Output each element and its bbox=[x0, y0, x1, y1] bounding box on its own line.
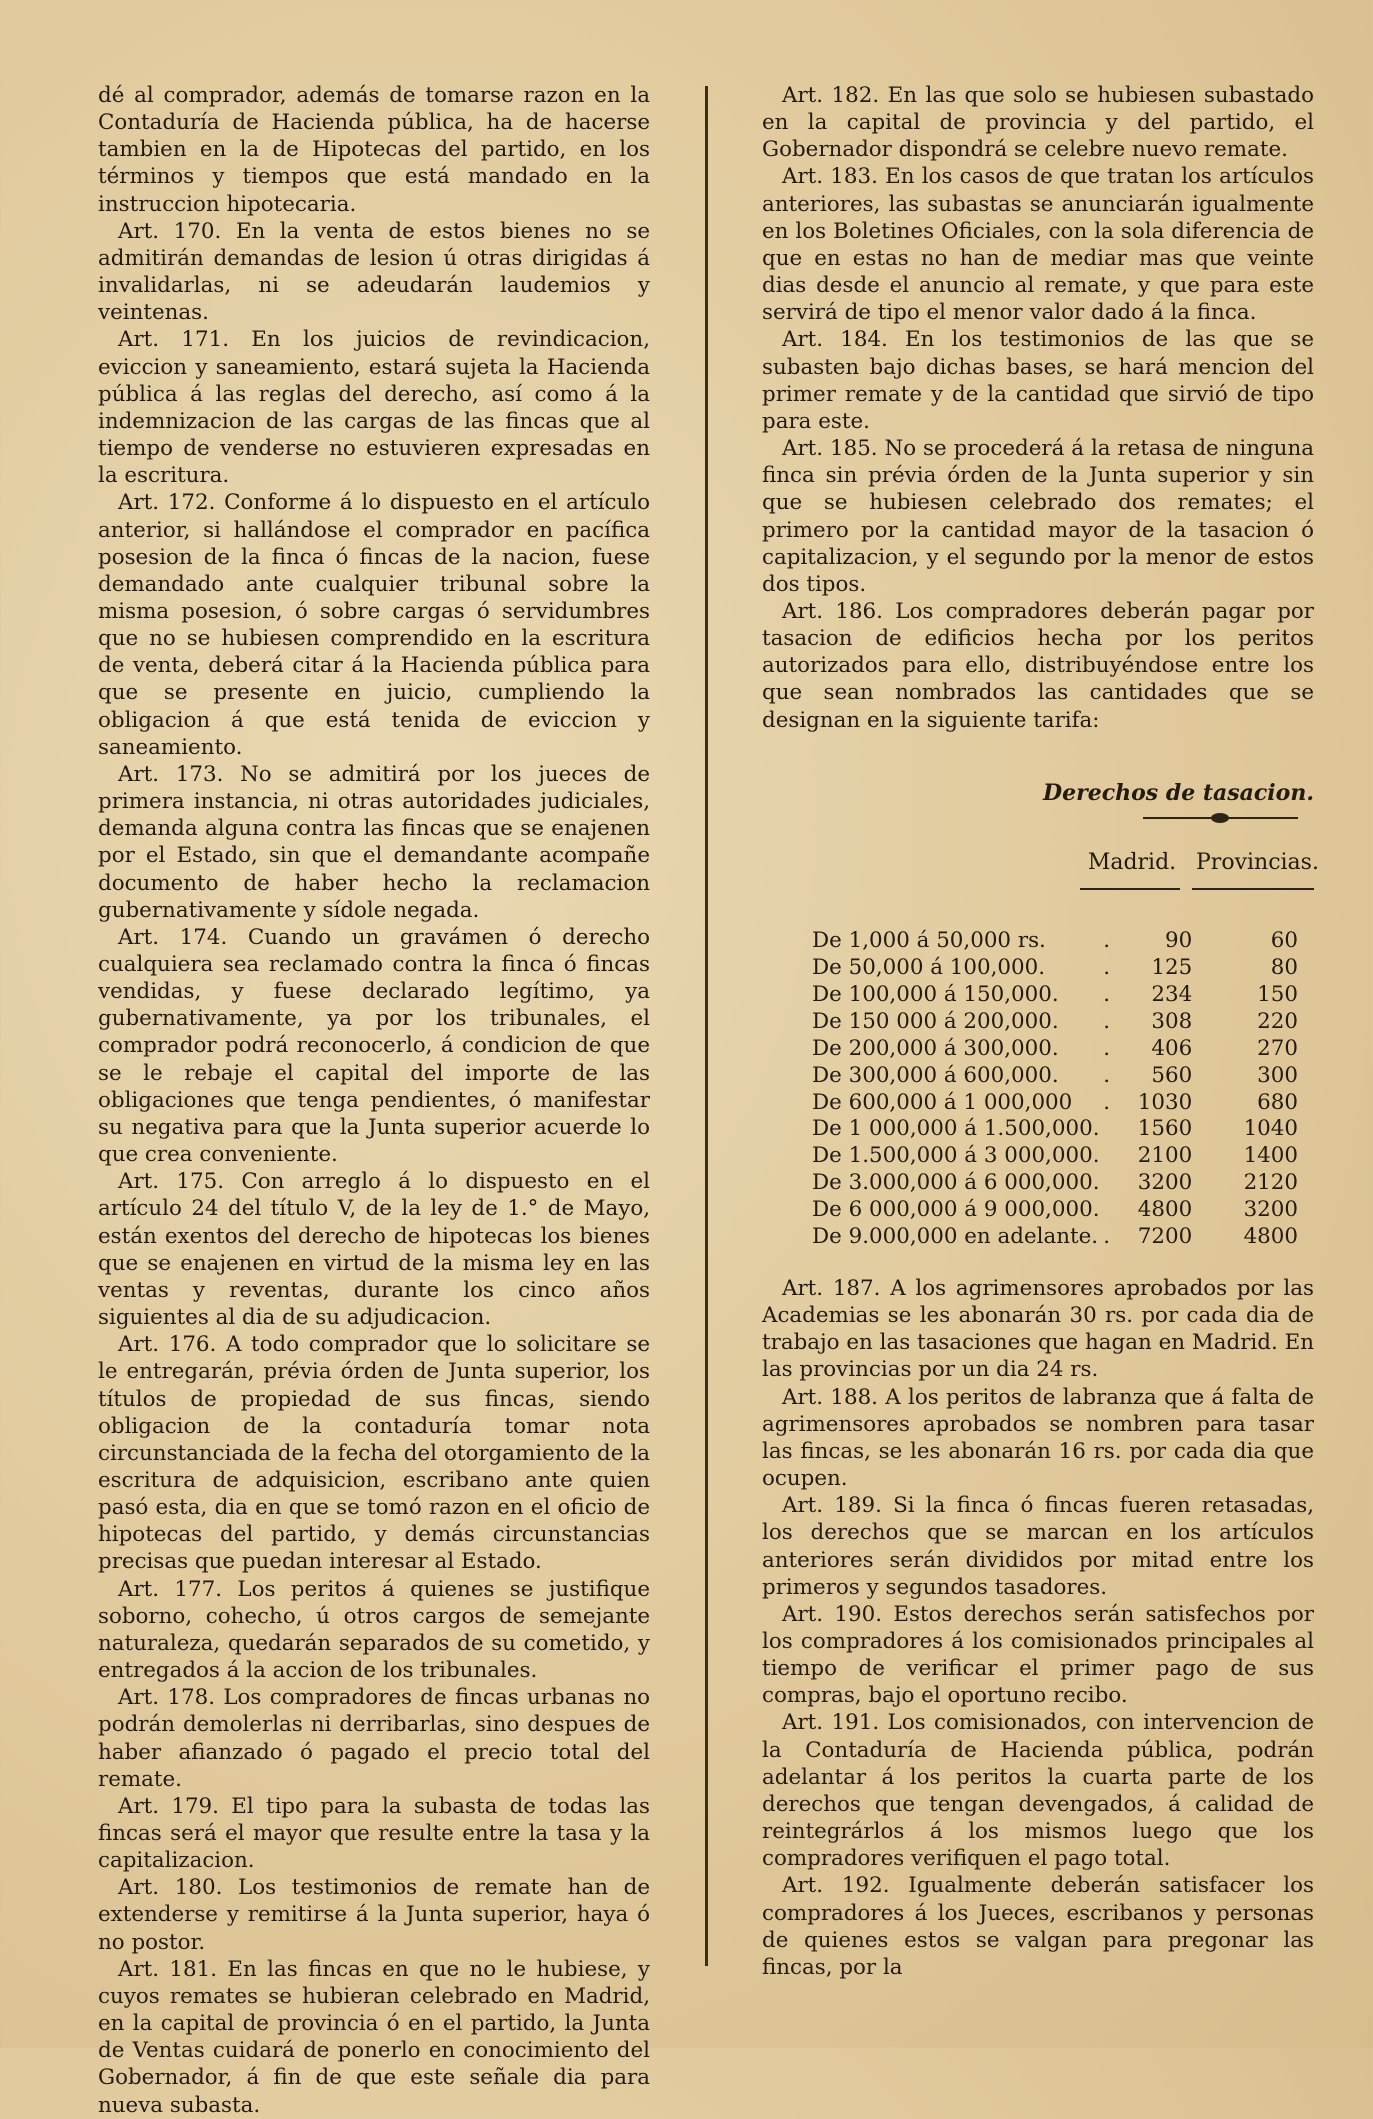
madrid-cell: 1560 bbox=[1137, 1116, 1193, 1142]
paragraph: dé al comprador, además de tomarse razon en la Contaduría de Hacienda pública, ha de hacerse tambien en la de Hipotecas del partido, en los términos y tiempos que está mandado en la instruccion hipotecaria. bbox=[98, 83, 650, 217]
table-row bbox=[812, 982, 1314, 1009]
provincias-cell: 680 bbox=[1257, 1089, 1298, 1115]
dot-leader: . bbox=[1103, 1062, 1111, 1088]
column-header-provincias: Provincias. bbox=[1196, 849, 1319, 875]
tarifa-header bbox=[762, 849, 1319, 876]
article-192: Art. 192. Igualmente deberán satisfacer los compradores á los Jueces, escribanos y personas de quienes estos se valgan para pregonar las fincas, por la bbox=[762, 1873, 1314, 1980]
article-188: Art. 188. A los peritos de labranza que á falta de agrimensores aprobados se nombren para tasar las fincas, se les abonarán 16 rs. por cada dia que ocupen. bbox=[762, 1384, 1314, 1492]
provincias-cell: 4800 bbox=[1243, 1224, 1298, 1250]
article-175: Art. 175. Con arreglo á lo dispuesto en el artículo 24 del título V, de la ley de 1.° de Mayo, están exentos del derecho de hipotecas los bienes que se enajenen en virtud de la misma ley en las ventas y reventas, durante los cinco años siguientes al dia de su adjudicacion. bbox=[98, 1169, 650, 1331]
range-cell: De 1.500,000 á 3 000,000. bbox=[812, 1143, 1100, 1169]
article-173: Art. 173. No se admitirá por los jueces de primera instancia, ni otras autoridades judiciales, demanda alguna contra las fincas que se enajenen por el Estado, sin que el demandante acompañe documento de haber hecho la reclamacion gubernativamente y sídole negada. bbox=[98, 761, 650, 923]
header-rule-provincias bbox=[1192, 888, 1314, 890]
dot-leader bbox=[1100, 1143, 1114, 1170]
header-rules bbox=[762, 888, 1314, 890]
article-191: Art. 191. Los comisionados, con intervencion de la Contaduría de Hacienda pública, podrán adelantar á los peritos la cuarta parte de los derechos que tengan devengados, á calidad de reintegrárlos á los mismos luego que los compradores verifiquen el pago total. bbox=[762, 1710, 1314, 1872]
provincias-cell: 270 bbox=[1257, 1035, 1298, 1061]
table-row bbox=[812, 1116, 1314, 1143]
dot-leader bbox=[1100, 1197, 1114, 1224]
table-row bbox=[812, 1090, 1314, 1117]
range-cell: De 300,000 á 600,000. bbox=[812, 1062, 1059, 1088]
article-184: Art. 184. En los testimonios de las que se subasten bajo dichas bases, se hará mencion del primer remate y de la cantidad que sirvió de tipo para este. bbox=[762, 327, 1314, 434]
range-cell: De 3.000,000 á 6 000,000. bbox=[812, 1170, 1100, 1196]
table-row bbox=[812, 1143, 1314, 1170]
right-column bbox=[762, 82, 1319, 1981]
article-178: Art. 178. Los compradores de fincas urbanas no podrán demolerlas ni derribarlas, sino despues de haber afianzado ó pagado el precio total del remate. bbox=[98, 1685, 650, 1792]
range-cell: De 600,000 á 1 000,000 bbox=[812, 1089, 1073, 1115]
provincias-cell: 220 bbox=[1257, 1008, 1298, 1034]
article-174: Art. 174. Cuando un gravámen ó derecho cualquiera sea reclamado contra la finca ó fincas vendidas, y fuese declarado legítimo, ya gubernativamente, ya por los tribunales, el comprador podrá reconocerlo, á condicion de que se le rebaje el capital del importe de las obligaciones que tenga pendientes, ó manifestar su negativa para que la Junta superior acuerde lo que crea conveniente. bbox=[98, 924, 650, 1168]
provincias-cell: 150 bbox=[1257, 981, 1298, 1007]
table-row bbox=[812, 1224, 1314, 1251]
article-189: Art. 189. Si la finca ó fincas fueren retasadas, los derechos que se marcan en los artículos anteriores serán divididos por mitad entre los primeros y segundos tasadores. bbox=[762, 1493, 1314, 1600]
article-170: Art. 170. En la venta de estos bienes no se admitirán demandas de lesion ú otras dirigidas á invalidarlas, ni se adeudarán laudemios y veintenas. bbox=[98, 218, 650, 326]
table-row bbox=[812, 1009, 1314, 1036]
provincias-cell: 300 bbox=[1257, 1062, 1298, 1088]
article-177: Art. 177. Los peritos á quienes se justifique soborno, cohecho, ú otros cargos de semejante naturaleza, quedarán separados de su cometido, y entregados á la accion de los tribunales. bbox=[98, 1576, 650, 1684]
dot-leader bbox=[1100, 1170, 1114, 1197]
column-header-madrid: Madrid. bbox=[1087, 849, 1177, 875]
range-cell: De 200,000 á 300,000. bbox=[812, 1035, 1059, 1061]
table-row bbox=[812, 1063, 1314, 1090]
range-cell: De 9.000,000 en adelante. bbox=[812, 1224, 1099, 1250]
article-183: Art. 183. En los casos de que tratan los artículos anteriores, las subastas se anunciarán igualmente en los Boletines Oficiales, con la sola diferencia de que en estas no han de mediar mas que veinte dias desde el anuncio al remate, y que para este servirá de tipo el menor valor dado á la finca. bbox=[762, 164, 1314, 326]
article-182: Art. 182. En las que solo se hubiesen subastado en la capital de provincia y del partido, el Gobernador dispondrá se celebre nuevo remate. bbox=[762, 83, 1314, 163]
provincias-cell: 1040 bbox=[1243, 1116, 1298, 1142]
provincias-cell: 80 bbox=[1270, 954, 1298, 980]
range-cell: De 1 000,000 á 1.500,000. bbox=[812, 1116, 1100, 1142]
madrid-cell: 560 bbox=[1151, 1062, 1193, 1088]
madrid-cell: 3200 bbox=[1137, 1170, 1193, 1196]
table-row bbox=[812, 928, 1314, 955]
column-divider bbox=[705, 86, 708, 1966]
article-171: Art. 171. En los juicios de revindicacion, eviccion y saneamiento, estará sujeta la Hacienda pública á las reglas del derecho, así como á la indemnizacion de las cargas de las fincas que al tiempo de venderse no estuvieren expresadas en la escritura. bbox=[98, 327, 650, 489]
provincias-cell: 60 bbox=[1270, 928, 1298, 954]
madrid-cell: 234 bbox=[1151, 981, 1193, 1007]
madrid-cell: 7200 bbox=[1137, 1224, 1193, 1250]
dot-leader: . bbox=[1103, 981, 1111, 1007]
provincias-cell: 2120 bbox=[1243, 1170, 1298, 1196]
madrid-cell: 125 bbox=[1151, 954, 1193, 980]
table-row bbox=[812, 1170, 1314, 1197]
dot-leader bbox=[1100, 1116, 1114, 1143]
article-187: Art. 187. A los agrimensores aprobados por las Academias se les abonarán 30 rs. por cada dia de trabajo en las tasaciones que hagan en Madrid. En las provincias por un dia 24 rs. bbox=[762, 1275, 1314, 1383]
table-row bbox=[812, 955, 1314, 982]
madrid-cell: 406 bbox=[1151, 1035, 1193, 1061]
provincias-cell: 1400 bbox=[1243, 1143, 1298, 1169]
dot-leader: . bbox=[1103, 1224, 1111, 1250]
range-cell: De 150 000 á 200,000. bbox=[812, 1008, 1059, 1034]
range-cell: De 50,000 á 100,000. bbox=[812, 954, 1046, 980]
article-179: Art. 179. El tipo para la subasta de todas las fincas será el mayor que resulte entre la tasa y la capitalizacion. bbox=[98, 1793, 650, 1874]
madrid-cell: 90 bbox=[1164, 928, 1193, 954]
left-column bbox=[98, 82, 650, 2119]
article-185: Art. 185. No se procederá á la retasa de ninguna finca sin prévia órden de la Junta superior y sin que se hubiesen celebrado dos remates; el primero por la cantidad mayor de la tasacion ó capitalizacion, y el segundo por la menor de estos dos tipos. bbox=[762, 436, 1314, 597]
article-181: Art. 181. En las fincas en que no le hubiese, y cuyos remates se hubieran celebrado en Madrid, en la capital de provincia ó en el partido, la Junta de Ventas cuidará de ponerlo en conocimiento del Gobernador, á fin de que este señale dia para nueva subasta. bbox=[98, 1956, 650, 2118]
dot-leader: . bbox=[1103, 954, 1111, 980]
article-180: Art. 180. Los testimonios de remate han de extenderse y remitirse á la Junta superior, haya ó no postor. bbox=[98, 1875, 650, 1955]
madrid-cell: 4800 bbox=[1137, 1197, 1193, 1223]
range-cell: De 1,000 á 50,000 rs. bbox=[812, 928, 1046, 954]
dot-leader: . bbox=[1103, 1008, 1111, 1034]
dot-leader: . bbox=[1103, 1035, 1111, 1061]
range-cell: De 100,000 á 150,000. bbox=[812, 981, 1059, 1007]
after-table bbox=[762, 1275, 1314, 1981]
range-cell: De 6 000,000 á 9 000,000. bbox=[812, 1197, 1100, 1223]
madrid-cell: 1030 bbox=[1137, 1089, 1193, 1115]
table-row bbox=[812, 1036, 1314, 1063]
article-190: Art. 190. Estos derechos serán satisfechos por los compradores á los comisionados principales al tiempo de verificar el primer pago de sus compras, bajo el oportuno recibo. bbox=[762, 1601, 1314, 1709]
provincias-cell: 3200 bbox=[1243, 1197, 1298, 1223]
madrid-cell: 2100 bbox=[1137, 1143, 1193, 1169]
header-rule-madrid bbox=[1080, 888, 1180, 890]
article-172: Art. 172. Conforme á lo dispuesto en el artículo anterior, si hallándose el comprador en pacífica posesion de la finca ó fincas de la nacion, fuese demandado ante cualquier tribunal sobre la misma posesion, ó sobre cargas ó servidumbres que no se hubiesen comprendido en la escritura de venta, deberá citar á la Hacienda pública para que se presente en juicio, cumpliendo la obligacion á que está tenida de eviccion y saneamiento. bbox=[98, 490, 650, 760]
table-row bbox=[812, 1197, 1314, 1224]
tarifa-heading: Derechos de tasacion. bbox=[1043, 779, 1314, 806]
tarifa-table bbox=[812, 928, 1314, 1251]
dot-leader: . bbox=[1103, 928, 1111, 954]
ornamental-rule bbox=[1143, 813, 1298, 823]
madrid-cell: 308 bbox=[1151, 1008, 1193, 1034]
dot-leader: . bbox=[1103, 1089, 1111, 1115]
article-176: Art. 176. A todo comprador que lo solicitare se le entregarán, prévia órden de Junta superior, los títulos de propiedad de sus fincas, siendo obligacion de la contaduría tomar nota circunstanciada de la fecha del otorgamiento de la escritura de adquisicion, escribano ante quien pasó esta, dia en que se tomó razon en el oficio de hipotecas del partido, y demás circunstancias precisas que puedan interesar al Estado. bbox=[98, 1332, 650, 1575]
article-186: Art. 186. Los compradores deberán pagar por tasacion de edificios hecha por los peritos autorizados para ello, distribuyéndose entre los que sean nombrados las cantidades que se designan en la siguiente tarifa: bbox=[762, 598, 1314, 733]
